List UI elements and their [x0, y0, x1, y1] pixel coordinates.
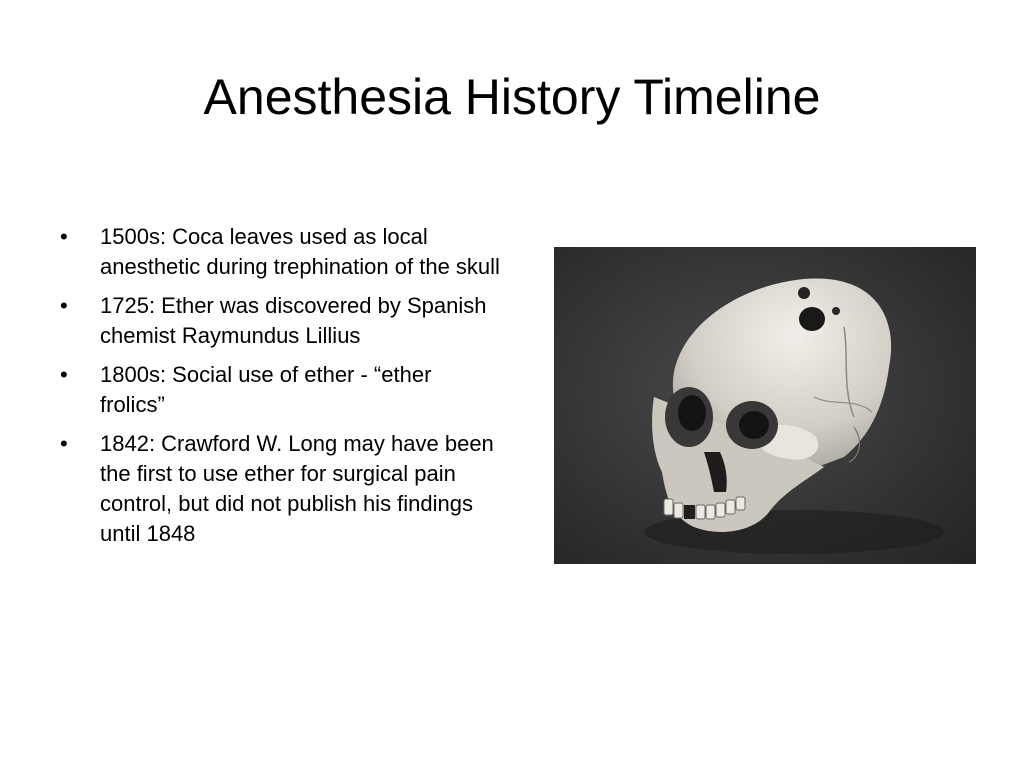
bullet-item-1842	[60, 429, 500, 549]
trephined-skull-photo	[554, 247, 976, 564]
bullet-marker: •	[60, 293, 68, 318]
bullet-text: 1800s: Social use of ether - “ether frolics”	[100, 362, 432, 417]
bullet-item-1500s	[60, 222, 500, 282]
bullet-text: 1842: Crawford W. Long may have been the first to use ether for surgical pain control, but did not publish his findings until 1848	[100, 431, 494, 546]
bullet-item-1800s	[60, 360, 500, 420]
bullet-marker: •	[60, 431, 68, 456]
slide-title: Anesthesia History Timeline	[203, 69, 821, 125]
bullet-text: 1725: Ether was discovered by Spanish chemist Raymundus Lillius	[100, 293, 487, 348]
bullet-marker: •	[60, 224, 68, 249]
bullet-marker: •	[60, 362, 68, 387]
bullet-text: 1500s: Coca leaves used as local anesthetic during trephination of the skull	[100, 224, 500, 279]
timeline-bullet-list	[60, 222, 500, 558]
bullet-item-1725	[60, 291, 500, 351]
skull-icon	[554, 247, 976, 564]
